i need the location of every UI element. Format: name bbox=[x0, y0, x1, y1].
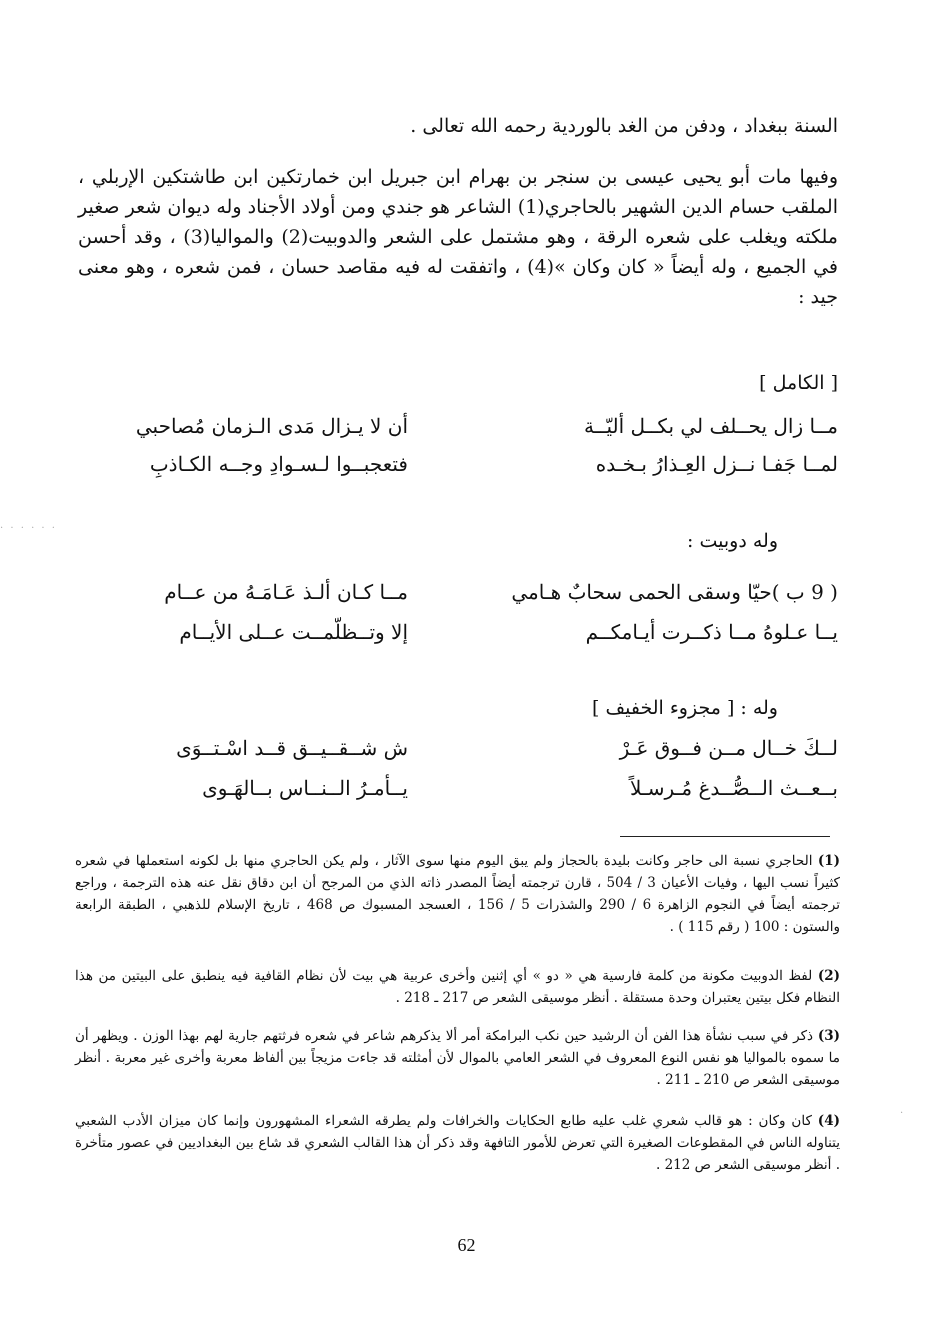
intro-dubait: وله دوبيت : bbox=[687, 530, 778, 552]
poem3-verse2-right: بــعــث الــصُّــدغ مُـرسـلاً bbox=[629, 776, 838, 800]
footnote-3-text: ذكر في سبب نشأة هذا الفن أن الرشيد حين نكب البرامكة أمر ألا يذكرهم شاعر في شعره فرثتهم جارية لهم بهذا الوزن . ويظهر أن ما سموه بالمواليا هو نفس النوع المعروف في الشعر العامي بالموال لأن أمثلته قد جاءت مزيجاً بين ألفاظ معربة وأخرى غير معربة . أنظر موسيقى الشعر ص 210 ـ 211 . bbox=[75, 1028, 840, 1088]
footnote-3 bbox=[75, 1025, 840, 1091]
poem1-verse2-right: لمــا جَفـا نــزل العِـذارُ بـخـده bbox=[595, 452, 838, 476]
footnote-1-text: الحاجري نسبة الى حاجر وكانت بليدة بالحجاز ولم يبق اليوم منها سوى الآثار ، ولم يكن الحاجري منها بل لكونه استعملها في شعره كثيراً نسب اليها ، وفيات الأعيان 3 / 504 ، قارن ترجمته أيضاً المصدر ذاته الذي من المرجح أن ابن دقاق نقل عنه هذه الترجمة ، وراجع ترجمته أيضاً في النجوم الزاهرة 6 / 290 والشذرات 5 / 156 ، العسجد المسبوك ص 468 ، تاريخ الإسلام للذهبي ، الطبقة الرابعة والستون : 100 ( رقم 115 ) . bbox=[75, 853, 840, 935]
poem3-verse1-right: لــكَ خــال مــن فــوق عَـرْ bbox=[619, 736, 838, 760]
footnote-4-number: (4) bbox=[817, 1113, 840, 1129]
poem2-verse2-right: يــا عـلوهُ مــا ذكــرت أيـامكــم bbox=[585, 620, 838, 644]
poem3-verse2-left: يــأمـرُ الــنــاس بــالهَـوى bbox=[202, 776, 408, 800]
footnote-4 bbox=[75, 1110, 840, 1176]
scan-dots: . . . . . . bbox=[0, 520, 57, 531]
main-paragraph: وفيها مات أبو يحيى عيسى بن سنجر بن بهرام ابن جبريل ابن خمارتكين ابن طاشتكين الإربلي ، الملقب حسام الدين الشهير بالحاجري(1) الشاعر هو جندي ومن أولاد الأجناد وله ديوان شعر صغير ملكته ويغلب على شعره الرقة ، وهو مشتمل على الشعر والدوبيت(2) والمواليا(3) ، وقد أحسن في الجميع ، وله أيضاً « كان وكان »(4) ، واتفقت له فيه مقاصد حسان ، فمن شعره ، وهو معنى جيد : bbox=[78, 166, 838, 308]
footnote-2-text: لفظ الدوبيت مكونة من كلمة فارسية هي « دو » أي إثنين وأخرى عربية هي بيت لأن نظام القافية فيه ينطبق على البيتين من هذا النظام فكل بيتين يعتبران وحدة مستقلة . أنظر موسيقى الشعر ص 217 ـ 218 . bbox=[75, 968, 840, 1006]
poem2-verse1-right: ( 9 ب )حيّا وسقى الحمى سحابٌ هـامي bbox=[511, 580, 838, 604]
poem1-verse2-left: فتعجبــوا لـسـوادِ وجــه الكـاذبِ bbox=[149, 452, 408, 476]
poem3-verse1-left: ش شــقــيــق قــد اسْـتــوَى bbox=[176, 736, 408, 760]
poem2-verse1-left: مــا كـان ألـذ عَـامَـهُ من عــام bbox=[164, 580, 408, 604]
poem1-verse1-right: مــا زال يحــلف لي بكــل أليّــة bbox=[584, 414, 838, 438]
footnote-2 bbox=[75, 965, 840, 1009]
intro-khafif: وله : [ مجزوء الخفيف ] bbox=[592, 697, 778, 719]
poem1-verse1-left: أن لا يـزال مَدى الـزمان مُصاحبي bbox=[135, 414, 408, 438]
scan-mark: . bbox=[900, 1105, 904, 1116]
footnote-3-number: (3) bbox=[817, 1028, 841, 1044]
page-number: 62 bbox=[457, 1235, 476, 1255]
footnote-1-number: (1) bbox=[817, 853, 840, 869]
footnote-4-text: كان وكان : هو قالب شعري غلب عليه طابع الحكايات والخرافات ولم يطرقه الشعراء المشهورون وإنما كان ميزان الأدب الشعبي يتناوله الناس في المقطوعات الصغيرة التي تعرض للأمور التافهة وقد ذكر أن هذا القالب الشعري قد شاع بين البغداديين في عصور متأخرة . أنظر موسيقى الشعر ص 212 . bbox=[75, 1113, 840, 1173]
footnote-1 bbox=[75, 850, 840, 938]
poem2-verse2-left: إلا وتــظلّمــت عــلى الأيــام bbox=[179, 620, 408, 644]
footnote-separator bbox=[620, 836, 830, 837]
intro-line: السنة ببغداد ، ودفن من الغد بالوردية رحمه الله تعالى . bbox=[410, 115, 838, 137]
meter-label-kamil: [ الكامل ] bbox=[759, 372, 838, 394]
footnote-2-number: (2) bbox=[817, 968, 840, 984]
